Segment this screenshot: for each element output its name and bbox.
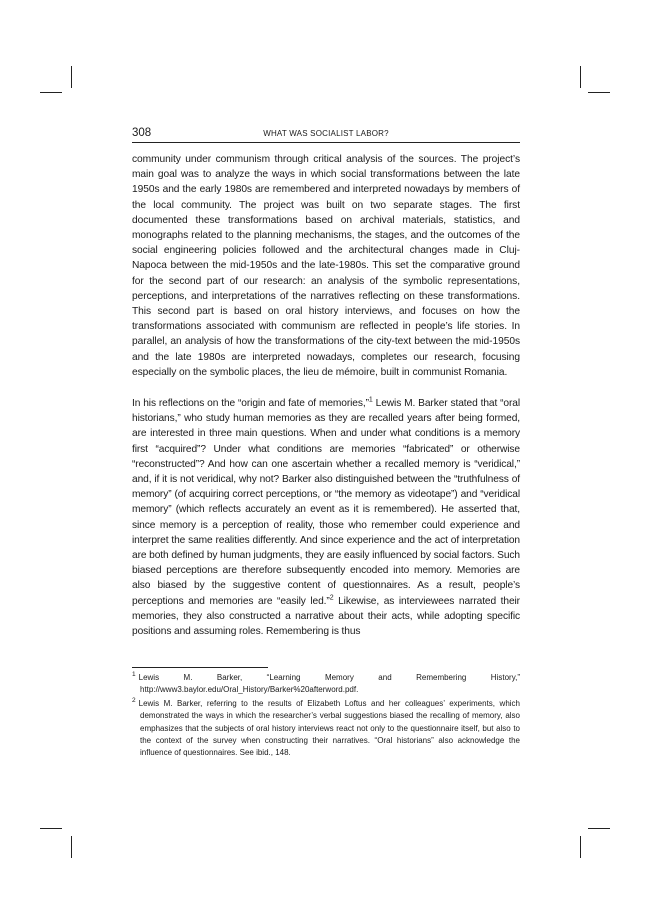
footnote-1-mark: 1 [132, 671, 136, 679]
page-number: 308 [132, 127, 152, 139]
footnotes [132, 672, 520, 761]
paragraph-2-part-c: Likewise, as interviewees narrated their memories, they also constructed a narrative about their acts, while adopting specific positions and assuming roles. Remembering is thus [132, 595, 520, 638]
crop-mark-bottom-left-vertical [71, 836, 72, 858]
crop-mark-top-left-vertical [71, 66, 72, 88]
body-paragraph-2 [132, 396, 520, 639]
body-paragraph-1: community under communism through critical analysis of the sources. The project’s main goal was to analyze the ways in which social transformations between the late 1950s and the early 1980s are remembered and interpreted nowadays by members of the local community. The project was built on two separate stages. The first documented these transformations based on archival materials, statistics, and monographs related to the planning mechanisms, the stages, and the outcomes of the social engineering policies followed and the architectural changes made in Cluj-Napoca between the mid-1950s and the late-1980s. This set the comparative ground for the second part of our research: an analysis of the symbolic representations, perceptions, and interpretations of the narratives reflecting on these transformations. This second part is based on oral history interviews, and focuses on how the transformations associated with communism are reflected in people’s life stories. In parallel, an analysis of how the transformations of the city-text between the mid-1950s and the late 1980s are interpreted nowadays, completes our research, focusing especially on the symbolic places, the lieu de mémoire, built in communist Romania. [132, 154, 520, 378]
crop-mark-top-left-horizontal [40, 92, 62, 93]
running-header [132, 124, 520, 143]
paragraph-2-part-a: In his reflections on the “origin and fate of memories,” [132, 398, 369, 410]
footnote-2 [132, 698, 520, 760]
paragraph-2-part-b: Lewis M. Barker stated that “oral historians,” who study human memories as they are recalled years after being formed, are interested in three main questions. When and under what conditions is a memory first “acquired”? Under what conditions are memories “fabricated” or otherwise “reconstructed”? And how can one ascertain whether a recalled memory is “veridical,” and, if it is not veridical, why not? Barker also distinguished between the “truthfulness of memory” (of acquiring correct perceptions, or “the memory as videotape”) and “veridical memory” (which reflects accurately an event as it is remembered). He asserted that, since memory is a perception of reality, those who remember could experience and interpret the same realities differently. And since experience and the act of interpretation are both defined by human judgments, they are easily influenced by social factors. Such biased perceptions are therefore subsequently encoded into memory. Memories are also biased by the suggestive content of questionnaires. As a result, people’s perceptions and memories are “easily led.” [132, 398, 521, 607]
crop-mark-bottom-right-vertical [580, 836, 581, 858]
footnote-1-text: Lewis M. Barker, “Learning Memory and Remembering History,” http://www3.baylor.edu/Oral_History/Barker%20afterword.pdf. [138, 673, 520, 695]
footnote-2-text: Lewis M. Barker, referring to the results of Elizabeth Loftus and her colleagues’ experiments, which demonstrated the ways in which the researcher’s verbal suggestions biased the recalling of memory, also emphasizes that the subjects of oral history interviews react not only to the questionnaire itself, but also to the context of the survey when constructing their narratives. “Oral historians” also acknowledge the influence of questionnaires. See ibid., 148. [138, 698, 520, 758]
footnote-1 [132, 672, 520, 697]
footnote-reference-1[interactable]: 1 [368, 396, 373, 404]
footnote-reference-2[interactable]: 2 [329, 594, 334, 602]
crop-mark-top-right-horizontal [588, 92, 610, 93]
footnote-separator [132, 667, 268, 668]
body-text [132, 152, 520, 639]
crop-mark-top-right-vertical [580, 66, 581, 88]
running-title: WHAT WAS SOCIALIST LABOR? [263, 129, 389, 138]
crop-mark-bottom-right-horizontal [588, 828, 610, 829]
crop-mark-bottom-left-horizontal [40, 828, 62, 829]
footnote-2-mark: 2 [132, 697, 136, 705]
